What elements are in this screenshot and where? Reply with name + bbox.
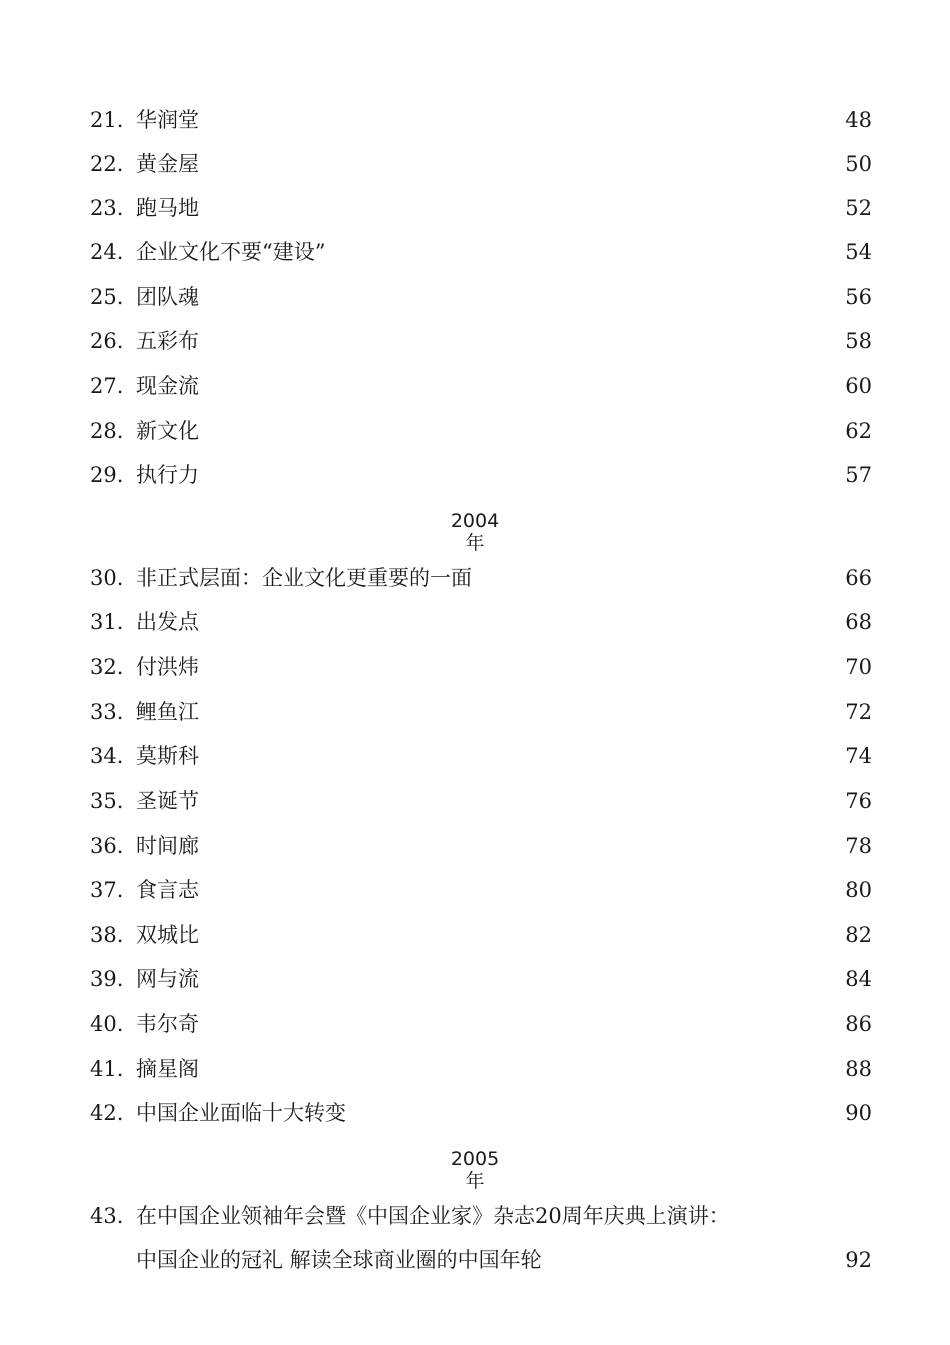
toc-entry <box>0 1054 950 1084</box>
entry-number: 24. <box>90 240 124 264</box>
entry-title: 圣诞节 <box>136 789 199 813</box>
entry-page: 88 <box>845 1057 872 1081</box>
entry-page: 70 <box>845 655 872 679</box>
entry-number: 38. <box>90 923 124 947</box>
entry-page: 72 <box>845 700 872 724</box>
entry-title: 在中国企业领袖年会暨《中国企业家》杂志20周年庆典上演讲： <box>136 1204 730 1228</box>
entry-page: 68 <box>845 610 872 634</box>
entry-number: 22. <box>90 152 124 176</box>
toc-entry <box>0 416 950 446</box>
entry-number: 36. <box>90 834 124 858</box>
toc-entry <box>0 282 950 312</box>
toc-entry <box>0 563 950 593</box>
entry-number: 26. <box>90 329 124 353</box>
entry-title: 跑马地 <box>136 196 199 220</box>
toc-entry-continuation <box>0 1245 950 1275</box>
year-number: 2004 <box>450 510 500 532</box>
toc-entry <box>0 1009 950 1039</box>
entry-title: 华润堂 <box>136 108 199 132</box>
toc-entry <box>0 741 950 771</box>
entry-number: 25. <box>90 285 124 309</box>
toc-entry <box>0 786 950 816</box>
entry-number: 27. <box>90 374 124 398</box>
entry-title: 网与流 <box>136 967 199 991</box>
entry-number: 31. <box>90 610 124 634</box>
toc-entry <box>0 920 950 950</box>
entry-title: 莫斯科 <box>136 744 199 768</box>
entry-page: 66 <box>845 566 872 590</box>
entry-title: 出发点 <box>136 610 199 634</box>
entry-number: 30. <box>90 566 124 590</box>
entry-number: 41. <box>90 1057 124 1081</box>
entry-page: 60 <box>845 374 872 398</box>
toc-entry <box>0 1098 950 1128</box>
toc-entry <box>0 149 950 179</box>
entry-title: 黄金屋 <box>136 152 199 176</box>
entry-page: 56 <box>845 285 872 309</box>
entry-page: 84 <box>845 967 872 991</box>
toc-entry <box>0 1201 950 1231</box>
entry-page: 54 <box>845 240 872 264</box>
entry-number: 34. <box>90 744 124 768</box>
entry-number: 42. <box>90 1101 124 1125</box>
entry-page: 48 <box>845 108 872 132</box>
entry-title: 执行力 <box>136 463 199 487</box>
entry-number: 39. <box>90 967 124 991</box>
toc-entry <box>0 371 950 401</box>
entry-page: 74 <box>845 744 872 768</box>
entry-page: 62 <box>845 419 872 443</box>
entry-page: 57 <box>845 463 872 487</box>
toc-entry <box>0 460 950 490</box>
toc-entry <box>0 105 950 135</box>
entry-page: 90 <box>845 1101 872 1125</box>
year-number: 2005 <box>450 1148 500 1170</box>
entry-title: 团队魂 <box>136 285 199 309</box>
entry-page: 86 <box>845 1012 872 1036</box>
entry-page: 52 <box>845 196 872 220</box>
entry-page: 78 <box>845 834 872 858</box>
entry-title: 现金流 <box>136 374 199 398</box>
entry-number: 23. <box>90 196 124 220</box>
entry-title: 时间廊 <box>136 834 199 858</box>
entry-title: 摘星阁 <box>136 1057 199 1081</box>
entry-title: 中国企业的冠礼 解读全球商业圈的中国年轮 <box>136 1248 542 1272</box>
entry-title: 五彩布 <box>136 329 199 353</box>
entry-number: 37. <box>90 878 124 902</box>
year-suffix: 年 <box>465 532 485 554</box>
toc-entry <box>0 831 950 861</box>
entry-number: 21. <box>90 108 124 132</box>
toc-entry <box>0 964 950 994</box>
entry-title: 中国企业面临十大转变 <box>136 1101 346 1125</box>
entry-title: 付洪炜 <box>136 655 199 679</box>
year-heading-2004 <box>0 510 950 554</box>
entry-number: 32. <box>90 655 124 679</box>
toc-entry <box>0 193 950 223</box>
toc-entry <box>0 237 950 267</box>
entry-number: 29. <box>90 463 124 487</box>
entry-page: 92 <box>845 1248 872 1272</box>
entry-title: 非正式层面：企业文化更重要的一面 <box>136 566 472 590</box>
entry-title: 食言志 <box>136 878 199 902</box>
toc-entry <box>0 697 950 727</box>
entry-title: 鲤鱼江 <box>136 700 199 724</box>
year-suffix: 年 <box>465 1170 485 1192</box>
entry-number: 43. <box>90 1204 124 1228</box>
entry-number: 28. <box>90 419 124 443</box>
entry-title: 韦尔奇 <box>136 1012 199 1036</box>
entry-title: 企业文化不要“建设” <box>136 240 326 264</box>
entry-page: 82 <box>845 923 872 947</box>
toc-entry <box>0 326 950 356</box>
entry-page: 50 <box>845 152 872 176</box>
entry-title: 新文化 <box>136 419 199 443</box>
entry-number: 33. <box>90 700 124 724</box>
year-heading-2005 <box>0 1148 950 1192</box>
toc-entry <box>0 652 950 682</box>
entry-number: 40. <box>90 1012 124 1036</box>
entry-number: 35. <box>90 789 124 813</box>
toc-entry <box>0 875 950 905</box>
entry-page: 80 <box>845 878 872 902</box>
entry-title: 双城比 <box>136 923 199 947</box>
entry-page: 58 <box>845 329 872 353</box>
toc-entry <box>0 607 950 637</box>
entry-page: 76 <box>845 789 872 813</box>
